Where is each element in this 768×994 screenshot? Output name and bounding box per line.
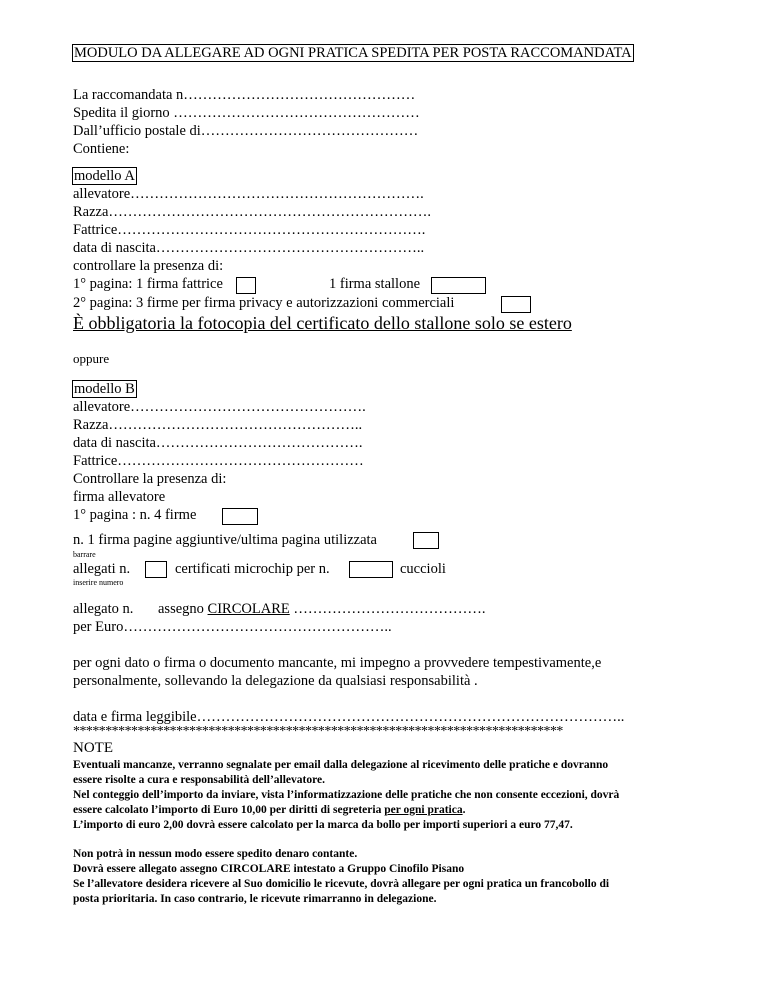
model-a-page1-stallion-signature: 1 firma stallone <box>329 276 421 292</box>
model-a-breed-line: Razza…………………………………………………………. <box>73 204 432 220</box>
model-b-dam-line: Fattrice…………………………………………… <box>73 453 364 469</box>
note-line-3: Nel conteggio dell’importo da inviare, vista l’informatizzazione delle pratiche che non consente eccezioni, dovrà <box>73 789 620 801</box>
cheque-dots: …………………………………. <box>289 601 486 617</box>
model-a-dam-signature-checkbox[interactable] <box>236 277 256 294</box>
model-b-page1-line: 1° pagina : n. 4 firme <box>73 507 197 523</box>
model-b-birthdate-line: data di nascita……………………………………. <box>73 435 363 451</box>
model-b-breed-line: Razza…………………………………………….. <box>73 417 363 433</box>
circolare-word: CIRCOLARE <box>207 601 290 617</box>
model-b-additional-pages-line: n. 1 firma pagine aggiuntive/ultima pagina utilizzata <box>73 532 377 548</box>
note-title: NOTE <box>73 740 113 756</box>
note-line-8: Se l’allevatore desidera ricevere al Suo domicilio le ricevute, dovrà allegare per ogni pratica un francobollo di <box>73 878 610 890</box>
model-a-title: modello A <box>74 168 135 184</box>
oppure-label: oppure <box>73 351 110 366</box>
commitment-line-1: per ogni dato o firma o documento mancante, mi impegno a provvedere tempestivamente,e <box>73 655 602 671</box>
note-line-4-suffix: . <box>462 804 466 816</box>
contains-label: Contiene: <box>73 141 130 157</box>
shipping-date-line: Spedita il giorno …………………………………………… <box>73 105 420 121</box>
model-a-dam-line: Fattrice………………………………………………………. <box>73 222 426 238</box>
attachments-count-field[interactable] <box>145 561 167 578</box>
note-line-6: Non potrà in nessun modo essere spedito denaro contante. <box>73 848 358 860</box>
note-line-4 <box>73 803 465 818</box>
raccomandata-number-line: La raccomandata n………………………………………… <box>73 87 416 103</box>
model-b-title: modello B <box>74 381 135 397</box>
model-a-breeder-line: allevatore……………………………………………………. <box>73 186 424 202</box>
model-a-page2-line: 2° pagina: 3 firme per firma privacy e autorizzazioni commerciali <box>73 295 455 311</box>
note-line-2: essere risolte a cura e responsabilità dell’allevatore. <box>73 774 325 786</box>
model-a-privacy-checkbox[interactable] <box>501 296 531 313</box>
note-line-4-prefix: essere calcolato l’importo di Euro 10,00 per diritti di segreteria <box>73 804 385 816</box>
model-b-breeder-signature: firma allevatore <box>73 489 166 505</box>
puppies-count-field[interactable] <box>349 561 393 578</box>
model-a-page1-dam-signature: 1° pagina: 1 firma fattrice <box>73 276 223 292</box>
model-a-stallion-signature-checkbox[interactable] <box>431 277 486 294</box>
model-b-page1-checkbox[interactable] <box>222 508 258 525</box>
note-per-pratica: per ogni pratica <box>384 804 463 816</box>
insert-number-hint: inserire numero <box>73 578 124 587</box>
note-line-5: L’importo di euro 2,00 dovrà essere calcolato per la marca da bollo per importi superiori a euro 77,47. <box>73 819 573 831</box>
model-b-additional-pages-checkbox[interactable] <box>413 532 439 549</box>
model-b-check-label: Controllare la presenza di: <box>73 471 227 487</box>
model-b-breeder-line: allevatore…………………………………………. <box>73 399 366 415</box>
cheque-line <box>158 601 485 618</box>
model-a-check-label: controllare la presenza di: <box>73 258 224 274</box>
post-office-line: Dall’ufficio postale di……………………………………… <box>73 123 419 139</box>
model-a-birthdate-line: data di nascita……………………………………………….. <box>73 240 425 256</box>
attached-number-label: allegato n. <box>73 601 134 617</box>
cheque-prefix: assegno <box>158 601 208 617</box>
form-title: MODULO DA ALLEGARE AD OGNI PRATICA SPEDITA PER POSTA RACCOMANDATA <box>74 45 632 61</box>
attachments-label: allegati n. <box>73 561 131 577</box>
microchip-certificates-label: certificati microchip per n. <box>175 561 330 577</box>
commitment-line-2: personalmente, sollevando la delegazione da qualsiasi responsabilità . <box>73 673 478 689</box>
euro-amount-line: per Euro……………………………………………….. <box>73 619 392 635</box>
note-line-9: posta prioritaria. In caso contrario, le ricevute rimarranno in delegazione. <box>73 893 437 905</box>
note-line-7: Dovrà essere allegato assegno CIRCOLARE intestato a Gruppo Cinofilo Pisano <box>73 863 465 875</box>
asterisk-separator: **************************************************************************** <box>73 724 563 739</box>
stallion-certificate-notice: È obbligatoria la fotocopia del certificato dello stallone solo se estero <box>73 313 572 333</box>
puppies-label: cuccioli <box>400 561 446 577</box>
barrare-hint: barrare <box>73 550 96 559</box>
note-line-1: Eventuali mancanze, verranno segnalate per email dalla delegazione al ricevimento delle pratiche e dovranno <box>73 759 609 771</box>
date-signature-line: data e firma leggibile…………………………………………………………………………….. <box>73 709 625 725</box>
